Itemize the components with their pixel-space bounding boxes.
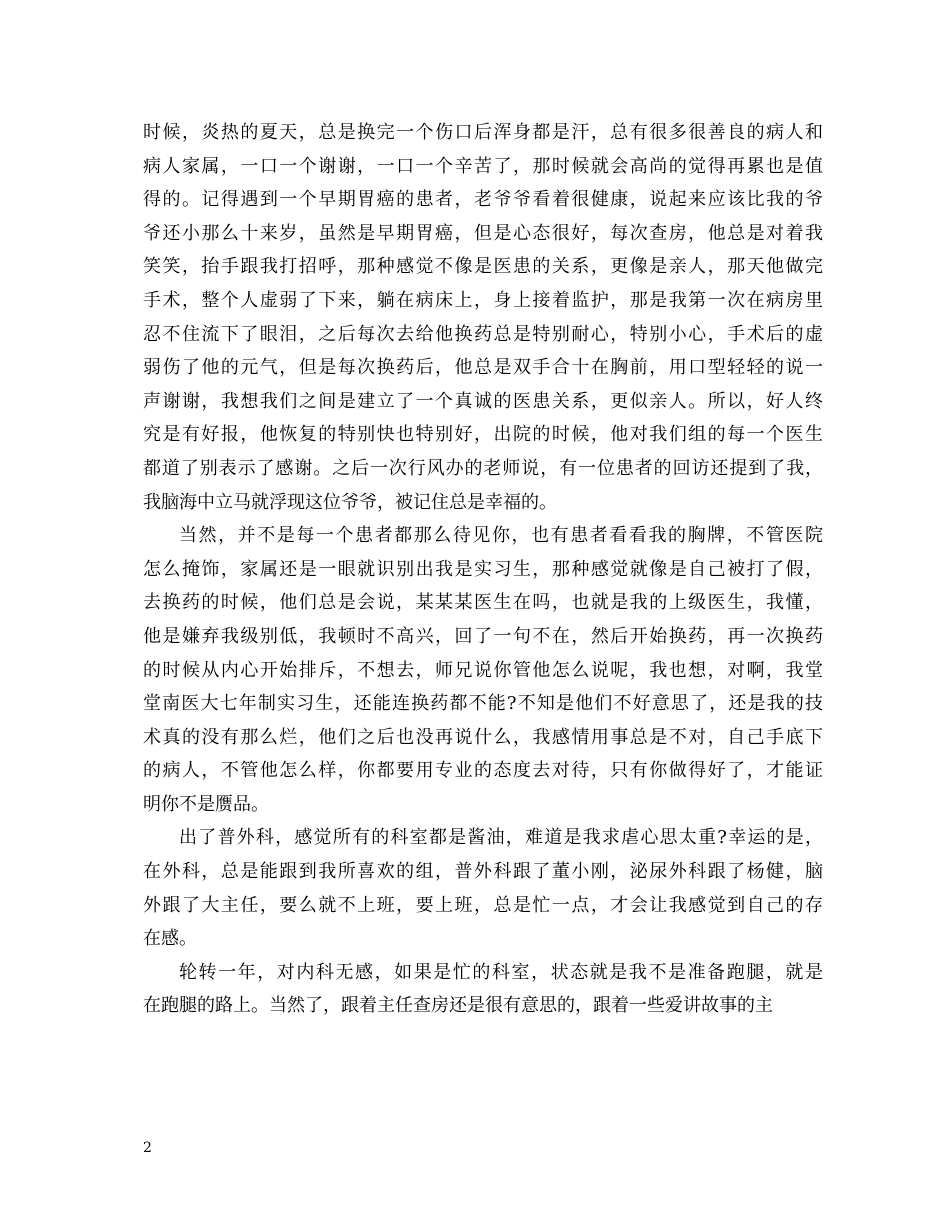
text-line: 堂南医大七年制实习生，还能连换药都不能?不知是他们不好意思了，还是我的技	[143, 693, 823, 715]
text-line: 我脑海中立马就浮现这位爷爷，被记住总是幸福的。	[143, 491, 557, 513]
text-line: 究是有好报，他恢复的特别快也特别好，出院的时候，他对我们组的每一个医生	[143, 424, 823, 446]
body-text	[143, 116, 823, 1023]
text-line: 轮转一年，对内科无感，如果是忙的科室，状态就是我不是准备跑腿，就是	[179, 961, 823, 983]
text-line: 得的。记得遇到一个早期胃癌的患者，老爷爷看着很健康，说起来应该比我的爷	[143, 189, 823, 211]
text-line: 外跟了大主任，要么就不上班，要上班，总是忙一点，才会让我感觉到自己的存	[143, 894, 823, 916]
text-line: 忍不住流下了眼泪，之后每次去给他换药总是特别耐心，特别小心，手术后的虚	[143, 323, 823, 345]
text-line: 他是嫌弃我级别低，我顿时不高兴，回了一句不在，然后开始换药，再一次换药	[143, 625, 823, 647]
text-line: 笑笑，抬手跟我打招呼，那种感觉不像是医患的关系，更像是亲人，那天他做完	[143, 256, 823, 278]
text-line: 的病人，不管他怎么样，你都要用专业的态度去对待，只有你做得好了，才能证	[143, 760, 823, 782]
text-line: 的时候从内心开始排斥，不想去，师兄说你管他怎么说呢，我也想，对啊，我堂	[143, 659, 823, 681]
text-line: 弱伤了他的元气，但是每次换药后，他总是双手合十在胸前，用口型轻轻的说一	[143, 357, 823, 379]
text-line: 术真的没有那么烂，他们之后也没再说什么，我感情用事总是不对，自己手底下	[143, 726, 823, 748]
text-line: 时候，炎热的夏天，总是换完一个伤口后浑身都是汗，总有很多很善良的病人和	[143, 122, 823, 143]
text-line: 明你不是赝品。	[143, 793, 269, 815]
paragraph	[143, 821, 823, 955]
text-line: 去换药的时候，他们总是会说，某某某医生在吗，也就是我的上级医生，我懂，	[143, 592, 823, 614]
text-line: 出了普外科，感觉所有的科室都是酱油，难道是我求虐心思太重?幸运的是，	[179, 827, 823, 849]
text-line: 爷还小那么十来岁，虽然是早期胃癌，但是心态很好，每次查房，他总是对着我	[143, 222, 823, 244]
paragraph	[143, 519, 823, 821]
text-line: 在跑腿的路上。当然了，跟着主任查房还是很有意思的，跟着一些爱讲故事的主	[143, 995, 773, 1017]
text-line: 都道了别表示了感谢。之后一次行风办的老师说，有一位患者的回访还提到了我，	[143, 457, 823, 479]
text-line: 在感。	[143, 928, 197, 950]
text-line: 手术，整个人虚弱了下来，躺在病床上，身上接着监护，那是我第一次在病房里	[143, 289, 823, 311]
paragraph	[143, 956, 823, 1023]
text-line: 声谢谢，我想我们之间是建立了一个真诚的医患关系，更似亲人。所以，好人终	[143, 390, 823, 412]
text-line: 当然，并不是每一个患者都那么待见你，也有患者看看我的胸牌，不管医院	[179, 525, 823, 547]
paragraph	[143, 116, 823, 519]
text-line: 在外科，总是能跟到我所喜欢的组，普外科跟了董小刚，泌尿外科跟了杨健，脑	[143, 861, 823, 883]
page-number: 2	[143, 1140, 152, 1156]
text-line: 病人家属，一口一个谢谢，一口一个辛苦了，那时候就会高尚的觉得再累也是值	[143, 155, 823, 177]
text-line: 怎么掩饰，家属还是一眼就识别出我是实习生，那种感觉就像是自己被打了假，	[143, 558, 823, 580]
